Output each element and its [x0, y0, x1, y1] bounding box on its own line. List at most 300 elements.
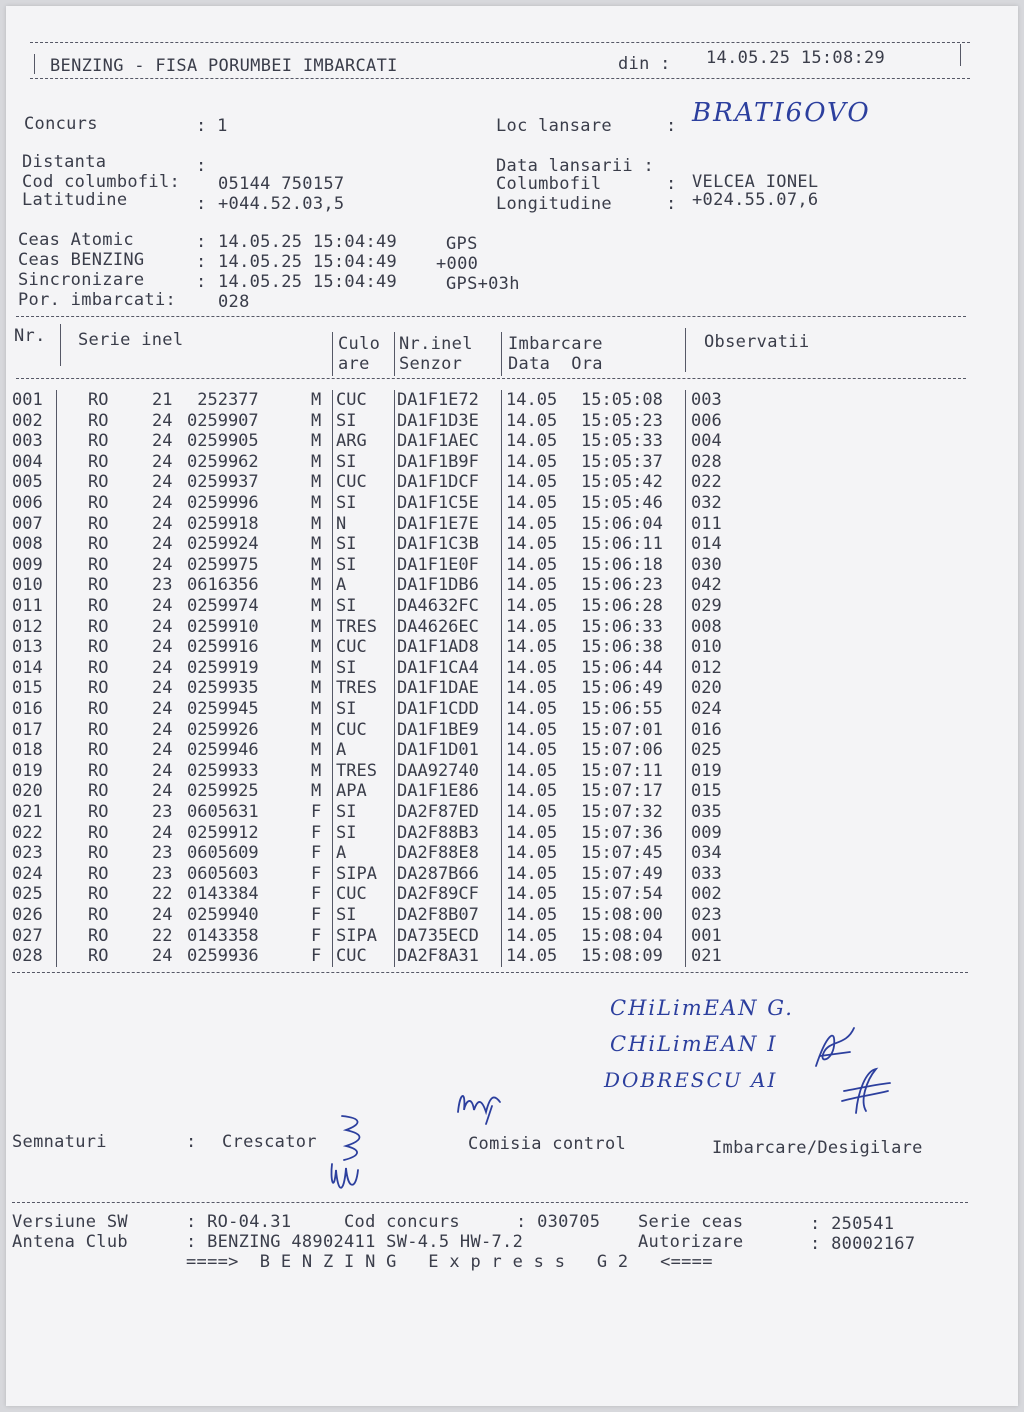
cell-year: 24	[152, 472, 173, 493]
cell-year: 24	[152, 637, 173, 658]
cell-obs: 029	[691, 596, 722, 616]
cell-year: 23	[152, 863, 173, 884]
cell-nr: 025	[12, 884, 43, 905]
cell-year: 24	[152, 410, 173, 431]
cell-ring: 0143358	[187, 925, 259, 946]
row-separator	[332, 678, 333, 699]
table-row	[6, 884, 1018, 904]
row-separator	[332, 946, 333, 967]
cell-sensor: DA2F89CF	[397, 884, 479, 905]
cell-sensor: DA2F87ED	[397, 802, 479, 822]
row-separator	[56, 452, 57, 473]
cell-obs: 034	[691, 843, 722, 864]
header-bar-2	[332, 332, 333, 376]
row-separator	[56, 493, 57, 514]
row-separator	[56, 431, 57, 452]
table-bottom-divider	[12, 972, 968, 973]
cell-color: SIPA	[336, 863, 377, 884]
cell-nr: 023	[12, 843, 43, 864]
distanta-label: Distanta	[22, 152, 107, 172]
cell-sensor: DA2F88B3	[397, 822, 479, 843]
cell-sex: M	[311, 699, 322, 719]
row-separator	[56, 740, 57, 761]
longitudine-sep: :	[666, 194, 677, 214]
concurs-label: Concurs	[24, 114, 98, 134]
cell-color: CUC	[336, 719, 367, 740]
row-separator	[501, 946, 502, 967]
loc-lansare-handwritten: BRATI6OVO	[692, 98, 871, 128]
row-separator	[56, 864, 57, 885]
cell-time: 15:06:23	[581, 575, 663, 596]
cell-ring: 0605631	[187, 802, 259, 822]
cell-ring: 0143384	[187, 884, 259, 905]
row-separator	[56, 514, 57, 535]
cell-time: 15:06:28	[581, 596, 663, 616]
row-separator	[685, 946, 686, 967]
row-separator	[685, 411, 686, 432]
cell-date: 14.05	[506, 863, 558, 884]
table-row	[6, 905, 1018, 925]
row-separator	[501, 699, 502, 720]
row-separator	[56, 761, 57, 782]
row-separator	[56, 390, 57, 411]
row-separator	[56, 823, 57, 844]
header-right-bar	[960, 44, 961, 66]
handwritten-name-3: DOBRESCU AI	[604, 1068, 778, 1092]
latitudine-sep: :	[196, 194, 207, 214]
cell-nr: 018	[12, 740, 43, 761]
header-divider	[30, 78, 970, 79]
header-observatii: Observatii	[704, 332, 810, 352]
row-separator	[332, 452, 333, 473]
cell-date: 14.05	[506, 493, 558, 513]
cell-country: RO	[88, 534, 109, 555]
cell-ring: 0259974	[187, 596, 259, 616]
cell-nr: 008	[12, 534, 43, 555]
row-separator	[501, 575, 502, 596]
cell-sensor: DA1F1DAE	[397, 678, 479, 699]
cell-nr: 020	[12, 781, 43, 802]
cell-time: 15:06:49	[581, 678, 663, 699]
table-row	[6, 617, 1018, 637]
cell-nr: 007	[12, 513, 43, 534]
ceas-atomic-extra: GPS	[446, 234, 478, 254]
row-separator	[332, 390, 333, 411]
row-separator	[394, 555, 395, 576]
cell-obs: 001	[691, 925, 722, 946]
handwritten-name-1: CHiLimEAN G.	[610, 996, 794, 1020]
columbofil-value: VELCEA IONEL	[692, 172, 819, 192]
row-separator	[332, 637, 333, 658]
top-divider	[30, 42, 970, 43]
row-separator	[332, 761, 333, 782]
row-separator	[501, 472, 502, 493]
row-separator	[501, 431, 502, 452]
cell-nr: 004	[12, 451, 43, 472]
cell-sex: M	[311, 596, 322, 616]
table-row	[6, 390, 1018, 410]
row-separator	[394, 699, 395, 720]
cell-sex: F	[311, 822, 322, 843]
cell-sex: M	[311, 513, 322, 534]
row-separator	[501, 411, 502, 432]
row-separator	[394, 823, 395, 844]
header-imbarcare-2: Data Ora	[508, 354, 603, 374]
versiune-sw-value: : RO-04.31	[186, 1212, 292, 1232]
cell-ring: 0259925	[187, 781, 259, 802]
cell-nr: 010	[12, 575, 43, 596]
cell-obs: 021	[691, 946, 722, 967]
cell-time: 15:07:54	[581, 884, 663, 905]
cell-year: 24	[152, 554, 173, 575]
header-imbarcare-1: Imbarcare	[508, 334, 603, 354]
row-separator	[394, 843, 395, 864]
cell-time: 15:07:17	[581, 781, 663, 802]
row-separator	[394, 802, 395, 823]
row-separator	[501, 740, 502, 761]
cell-time: 15:06:38	[581, 637, 663, 658]
cell-sensor: DA1F1C3B	[397, 534, 479, 555]
cell-sex: M	[311, 534, 322, 555]
cell-sex: M	[311, 472, 322, 493]
cell-country: RO	[88, 802, 109, 822]
cod-columbofil-label: Cod columbofil:	[22, 172, 181, 192]
sincronizare-label: Sincronizare	[18, 270, 145, 290]
cell-country: RO	[88, 616, 109, 637]
row-separator	[56, 884, 57, 905]
row-separator	[501, 905, 502, 926]
table-row	[6, 514, 1018, 534]
row-separator	[56, 617, 57, 638]
row-separator	[332, 884, 333, 905]
table-row	[6, 493, 1018, 513]
row-separator	[332, 411, 333, 432]
cell-time: 15:05:37	[581, 451, 663, 472]
table-row	[6, 761, 1018, 781]
handwritten-name-2: CHiLimEAN I	[610, 1032, 778, 1056]
cell-sensor: DA2F8B07	[397, 905, 479, 925]
cell-nr: 021	[12, 802, 43, 822]
cell-obs: 042	[691, 575, 722, 596]
row-separator	[332, 864, 333, 885]
row-separator	[685, 823, 686, 844]
cell-country: RO	[88, 554, 109, 575]
cell-year: 24	[152, 946, 173, 967]
row-separator	[501, 823, 502, 844]
row-separator	[56, 534, 57, 555]
row-separator	[56, 699, 57, 720]
cell-time: 15:06:11	[581, 534, 663, 555]
row-separator	[394, 617, 395, 638]
imbarcare-desigilare-label: Imbarcare/Desigilare	[712, 1138, 923, 1158]
row-separator	[685, 617, 686, 638]
row-separator	[332, 720, 333, 741]
cell-country: RO	[88, 472, 109, 493]
row-separator	[685, 431, 686, 452]
cell-ring: 0259962	[187, 451, 259, 472]
header-nr: Nr.	[14, 326, 46, 346]
row-separator	[394, 926, 395, 947]
cell-obs: 008	[691, 616, 722, 637]
cell-ring: 0259933	[187, 760, 259, 781]
cell-country: RO	[88, 678, 109, 699]
cell-sensor: DA1F1D3E	[397, 410, 479, 431]
cell-date: 14.05	[506, 905, 558, 925]
row-separator	[332, 596, 333, 617]
row-separator	[685, 761, 686, 782]
cell-year: 24	[152, 616, 173, 637]
row-separator	[56, 926, 57, 947]
row-separator	[56, 637, 57, 658]
row-separator	[56, 843, 57, 864]
table-row	[6, 431, 1018, 451]
row-separator	[332, 802, 333, 823]
table-row	[6, 802, 1018, 822]
cell-obs: 032	[691, 493, 722, 513]
row-separator	[394, 390, 395, 411]
row-separator	[56, 575, 57, 596]
cell-date: 14.05	[506, 637, 558, 658]
table-row	[6, 843, 1018, 863]
cell-country: RO	[88, 863, 109, 884]
cell-sensor: DA1F1AEC	[397, 431, 479, 452]
loc-lansare-label: Loc lansare	[496, 116, 612, 136]
cell-obs: 006	[691, 410, 722, 431]
cell-time: 15:07:06	[581, 740, 663, 761]
row-separator	[56, 472, 57, 493]
row-separator	[501, 843, 502, 864]
cod-concurs-label: Cod concurs	[344, 1212, 460, 1232]
cell-time: 15:08:09	[581, 946, 663, 967]
cell-obs: 028	[691, 451, 722, 472]
row-separator	[501, 514, 502, 535]
cell-date: 14.05	[506, 596, 558, 616]
cell-obs: 009	[691, 822, 722, 843]
cell-obs: 025	[691, 740, 722, 761]
row-separator	[394, 678, 395, 699]
cell-ring: 0605609	[187, 843, 259, 864]
footer-divider	[12, 1202, 968, 1203]
table-row	[6, 637, 1018, 657]
cell-date: 14.05	[506, 946, 558, 967]
cell-color: SI	[336, 534, 357, 555]
table-row	[6, 678, 1018, 698]
semnaturi-sep: :	[186, 1132, 197, 1152]
cell-color: SI	[336, 905, 357, 925]
cell-date: 14.05	[506, 699, 558, 719]
cell-color: CUC	[336, 884, 367, 905]
row-separator	[394, 946, 395, 967]
print-datetime: 14.05.25 15:08:29	[706, 48, 886, 68]
cell-ring: 0259975	[187, 554, 259, 575]
cell-sex: M	[311, 410, 322, 431]
row-separator	[56, 781, 57, 802]
row-separator	[685, 864, 686, 885]
cell-sex: M	[311, 493, 322, 513]
cell-obs: 033	[691, 863, 722, 884]
data-lansarii-label: Data lansarii :	[496, 156, 655, 176]
din-label: din :	[618, 54, 671, 74]
cell-obs: 004	[691, 431, 722, 452]
cell-color: CUC	[336, 390, 367, 410]
cell-sex: M	[311, 760, 322, 781]
cell-nr: 013	[12, 637, 43, 658]
row-separator	[394, 720, 395, 741]
antena-club-value: : BENZING 48902411 SW-4.5 HW-7.2	[186, 1232, 524, 1252]
cell-sensor: DA1F1CDD	[397, 699, 479, 719]
ceas-atomic-value: 14.05.25 15:04:49	[218, 232, 398, 252]
cell-date: 14.05	[506, 451, 558, 472]
cell-sex: F	[311, 946, 322, 967]
cell-sex: M	[311, 451, 322, 472]
cell-ring: 0259912	[187, 822, 259, 843]
cell-sex: M	[311, 575, 322, 596]
row-separator	[332, 699, 333, 720]
cell-nr: 014	[12, 657, 43, 678]
comisia-control-label: Comisia control	[468, 1134, 627, 1154]
cell-date: 14.05	[506, 822, 558, 843]
cell-sex: F	[311, 905, 322, 925]
cell-ring: 0605603	[187, 863, 259, 884]
cell-year: 24	[152, 699, 173, 719]
cell-time: 15:08:00	[581, 905, 663, 925]
cell-date: 14.05	[506, 740, 558, 761]
cell-year: 24	[152, 513, 173, 534]
cell-sensor: DA1F1E86	[397, 781, 479, 802]
row-separator	[685, 720, 686, 741]
cell-sensor: DA2F8A31	[397, 946, 479, 967]
cell-sensor: DA1F1E7E	[397, 513, 479, 534]
row-separator	[501, 452, 502, 473]
row-separator	[394, 411, 395, 432]
row-separator	[685, 452, 686, 473]
autorizare-value: : 80002167	[810, 1234, 916, 1254]
cell-ring: 0259946	[187, 740, 259, 761]
cell-color: SI	[336, 554, 357, 575]
cell-ring: 0259996	[187, 493, 259, 513]
latitudine-label: Latitudine	[22, 190, 128, 210]
table-row	[6, 596, 1018, 616]
cell-sensor: DA287B66	[397, 863, 479, 884]
row-separator	[685, 926, 686, 947]
cell-color: CUC	[336, 637, 367, 658]
cell-nr: 017	[12, 719, 43, 740]
cell-date: 14.05	[506, 534, 558, 555]
row-separator	[501, 720, 502, 741]
cell-country: RO	[88, 760, 109, 781]
cell-sensor: DA1F1B9F	[397, 451, 479, 472]
cell-sensor: DA735ECD	[397, 925, 479, 946]
cell-color: SI	[336, 822, 357, 843]
cell-color: ARG	[336, 431, 367, 452]
row-separator	[56, 411, 57, 432]
row-separator	[685, 575, 686, 596]
autorizare-label: Autorizare	[638, 1232, 744, 1252]
cell-sex: M	[311, 657, 322, 678]
row-separator	[332, 781, 333, 802]
row-separator	[394, 514, 395, 535]
cell-country: RO	[88, 451, 109, 472]
cell-color: TRES	[336, 760, 377, 781]
cell-year: 23	[152, 575, 173, 596]
row-separator	[685, 472, 686, 493]
cell-color: SI	[336, 699, 357, 719]
row-separator	[685, 802, 686, 823]
cell-country: RO	[88, 740, 109, 761]
table-row	[6, 946, 1018, 966]
row-separator	[394, 884, 395, 905]
cell-nr: 006	[12, 493, 43, 513]
row-separator	[332, 534, 333, 555]
row-separator	[394, 658, 395, 679]
cell-year: 24	[152, 740, 173, 761]
row-separator	[394, 740, 395, 761]
row-separator	[501, 637, 502, 658]
cell-nr: 019	[12, 760, 43, 781]
row-separator	[332, 823, 333, 844]
table-header-divider	[16, 378, 966, 379]
row-separator	[501, 761, 502, 782]
row-separator	[394, 905, 395, 926]
row-separator	[394, 431, 395, 452]
row-separator	[394, 472, 395, 493]
cell-date: 14.05	[506, 719, 558, 740]
row-separator	[332, 431, 333, 452]
cell-year: 24	[152, 822, 173, 843]
cell-date: 14.05	[506, 575, 558, 596]
printed-sheet	[6, 6, 1018, 1406]
cell-nr: 028	[12, 946, 43, 967]
cell-ring: 0259918	[187, 513, 259, 534]
cell-country: RO	[88, 719, 109, 740]
cell-time: 15:07:11	[581, 760, 663, 781]
cell-year: 23	[152, 802, 173, 822]
cell-date: 14.05	[506, 760, 558, 781]
cell-time: 15:05:08	[581, 390, 663, 410]
cell-time: 15:05:33	[581, 431, 663, 452]
table-row	[6, 823, 1018, 843]
cell-sensor: DA1F1DB6	[397, 575, 479, 596]
cell-color: SI	[336, 596, 357, 616]
table-row	[6, 658, 1018, 678]
row-separator	[56, 555, 57, 576]
cell-year: 22	[152, 925, 173, 946]
cell-color: SIPA	[336, 925, 377, 946]
cell-sex: M	[311, 616, 322, 637]
row-separator	[332, 740, 333, 761]
row-separator	[685, 658, 686, 679]
handwritten-signature-2	[836, 1061, 896, 1121]
row-separator	[685, 781, 686, 802]
cell-obs: 022	[691, 472, 722, 493]
cell-time: 15:05:46	[581, 493, 663, 513]
header-culoare-2: are	[338, 354, 370, 374]
row-separator	[332, 843, 333, 864]
cod-concurs-value: : 030705	[516, 1212, 601, 1232]
versiune-sw-label: Versiune SW	[12, 1212, 128, 1232]
row-separator	[56, 658, 57, 679]
header-bar-1	[60, 324, 61, 366]
row-separator	[501, 555, 502, 576]
cell-sensor: DA1F1C5E	[397, 493, 479, 513]
cell-sex: F	[311, 884, 322, 905]
row-separator	[394, 596, 395, 617]
cell-year: 24	[152, 534, 173, 555]
row-separator	[685, 493, 686, 514]
cell-ring: 0259910	[187, 616, 259, 637]
cell-date: 14.05	[506, 410, 558, 431]
cell-nr: 027	[12, 925, 43, 946]
